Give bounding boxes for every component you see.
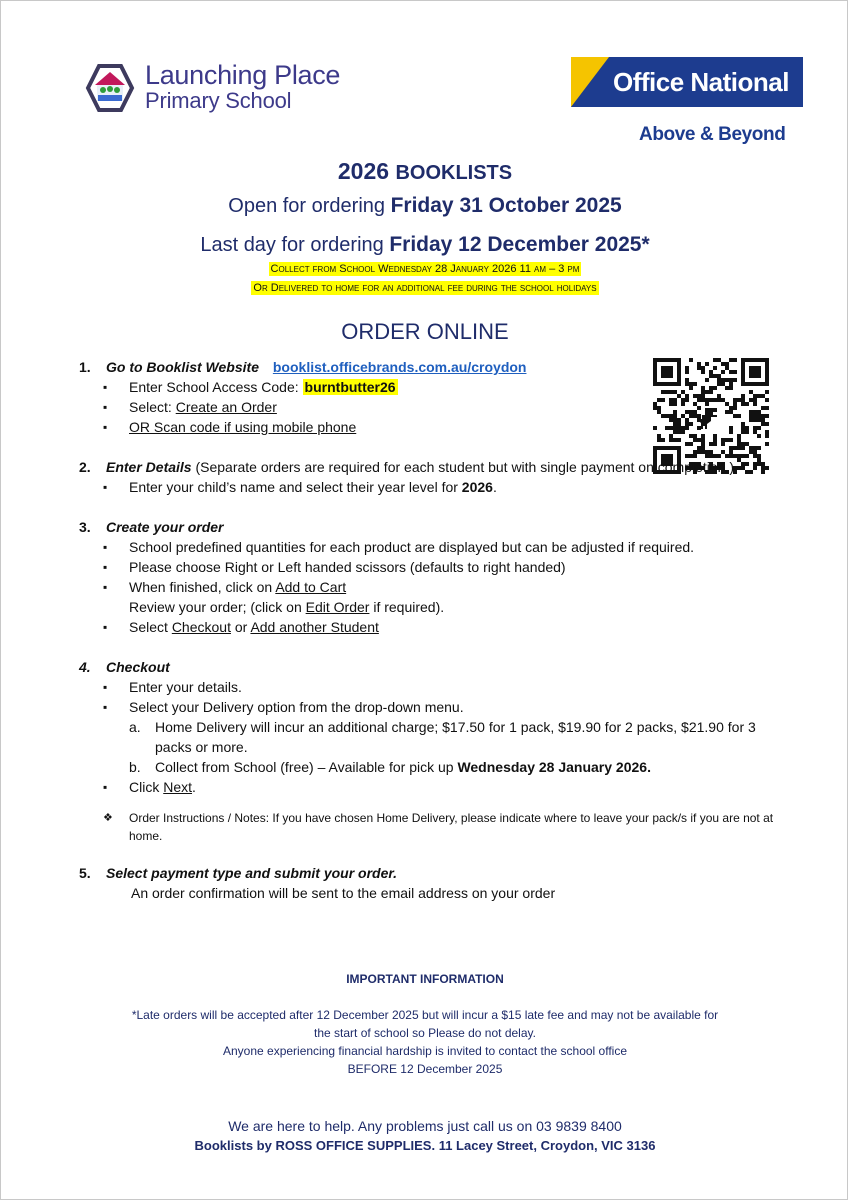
step-title: Go to Booklist Website [106,359,259,375]
open-date: Friday 31 October 2025 [390,194,622,217]
step-4 [79,657,779,677]
title-word: BOOKLISTS [395,162,513,184]
diamond-bullet-icon: ❖ [103,812,113,824]
delivered-highlight [1,282,848,294]
option-label: b. [129,759,141,775]
list-item [103,397,779,417]
list-item: ▪ School predefined quantities for each product are displayed but can be adjusted if required. [103,537,779,557]
step-number: 2. [79,459,91,475]
last-day-ordering [1,233,848,257]
school-name [145,62,340,112]
list-item [103,377,779,397]
page-title [1,158,848,185]
list-item: ▪ Select your Delivery option from the drop-down menu. [103,697,779,717]
step-title: Enter Details [106,459,192,475]
step-3 [79,517,779,537]
scan-code-text: OR Scan code if using mobile phone [129,419,357,435]
checkout-link: Checkout [171,619,231,635]
list-item [129,717,779,757]
collect-text: Collect from School Wednesday 28 January 2026 11 am – 3 pm [270,263,580,275]
create-order-link: Create an Order [175,399,277,415]
late-line-2: the start of school so Please do not delay. [314,1026,536,1040]
review-suffix: if required). [373,599,445,615]
title-year: 2026 [337,158,390,184]
list-item [103,617,779,637]
year-level: 2026 [461,479,493,495]
or-text: or [234,619,248,635]
steps-list [79,357,779,903]
next-link: Next [163,779,193,795]
step-title: Checkout [106,659,170,675]
delivered-text: Or Delivered to home for an additional fee during the school holidays [253,282,597,294]
review-text: Review your order; (click on [129,599,302,615]
brand-tagline: Above & Beyond [639,124,786,145]
step-title: Select payment type and submit your order. [106,865,397,881]
step-2 [79,457,779,477]
list-item [103,417,779,437]
list-item [103,477,779,497]
school-name-line1: Launching Place [145,60,341,90]
step-1-bullets [79,377,779,437]
step-3-bullets [79,537,779,637]
delivery-options [79,717,779,777]
school-name-line2: Primary School [145,88,292,113]
period: . [492,479,497,495]
click-text: Click [129,779,160,795]
help-text: We are here to help. Any problems just call us on 03 9839 8400 [228,1118,622,1134]
logo-accent-triangle [571,57,609,107]
list-item [103,597,779,617]
order-note [79,809,779,845]
list-item: ▪ Please choose Right or Left handed scissors (defaults to right handed) [103,557,779,577]
hardship-line: Anyone experiencing financial hardship is invited to contact the school office [222,1044,628,1058]
last-prefix: Last day for ordering [200,234,384,256]
open-for-ordering [1,194,848,218]
pickup-date: Wednesday 28 January 2026. [457,759,651,775]
collect-highlight [1,263,848,275]
supplier-info: Booklists by ROSS OFFICE SUPPLIES. 11 Lacey Street, Croydon, VIC 3136 [194,1138,656,1153]
step-number: 3. [79,519,91,535]
step-4-bullets [79,677,779,717]
period: . [192,779,196,795]
add-another-student-link: Add another Student [250,619,379,635]
step-4-bullets-2 [79,777,779,797]
school-logo-icon [85,63,135,113]
step-2-bullets [79,477,779,497]
home-delivery-text: Home Delivery will incur an additional charge; $17.50 for 1 pack, $19.90 for 2 packs, $21.90 for 3 packs or more. [155,719,756,755]
important-heading: IMPORTANT INFORMATION [346,972,504,986]
details-text: Enter your child’s name and select their year level for [129,479,458,495]
list-item [103,577,779,597]
brand-name: Office National [613,67,789,97]
late-line-1: *Late orders will be accepted after 12 December 2025 but will incur a $15 late fee and may not be available for [131,1008,719,1022]
step-number: 4. [79,659,91,675]
booklist-website-link[interactable]: booklist.officebrands.com.au/croydon [272,359,527,375]
list-item [129,757,779,777]
order-online-heading: ORDER ONLINE [341,319,509,344]
finished-text: When finished, click on [129,579,273,595]
edit-order-link: Edit Order [305,599,370,615]
step-number: 1. [79,359,91,375]
access-code-label: Enter School Access Code: [129,379,299,395]
open-prefix: Open for ordering [228,195,386,217]
last-date: Friday 12 December 2025* [389,233,650,256]
step-number: 5. [79,865,91,881]
office-national-logo [571,57,803,107]
list-item [103,777,779,797]
access-code: burntbutter26 [304,379,396,395]
step-5-desc: An order confirmation will be sent to the email address on your order [131,885,556,901]
select-label: Select: [129,399,172,415]
important-text [1,1006,848,1078]
note-text: Order Instructions / Notes: If you have chosen Home Delivery, please indicate where to leave your pack/s if you are not at home. [129,811,774,843]
add-to-cart-link: Add to Cart [275,579,347,595]
before-date-line: BEFORE 12 December 2025 [347,1062,503,1076]
step-1 [79,357,779,377]
step-desc: (Separate orders are required for each student but with single payment on completion.) [195,459,735,475]
step-5 [79,863,779,883]
step-title: Create your order [106,519,224,535]
option-label: a. [129,719,141,735]
collect-text: Collect from School (free) – Available for pick up [155,759,454,775]
select-text: Select [129,619,168,635]
list-item: ▪ Enter your details. [103,677,779,697]
